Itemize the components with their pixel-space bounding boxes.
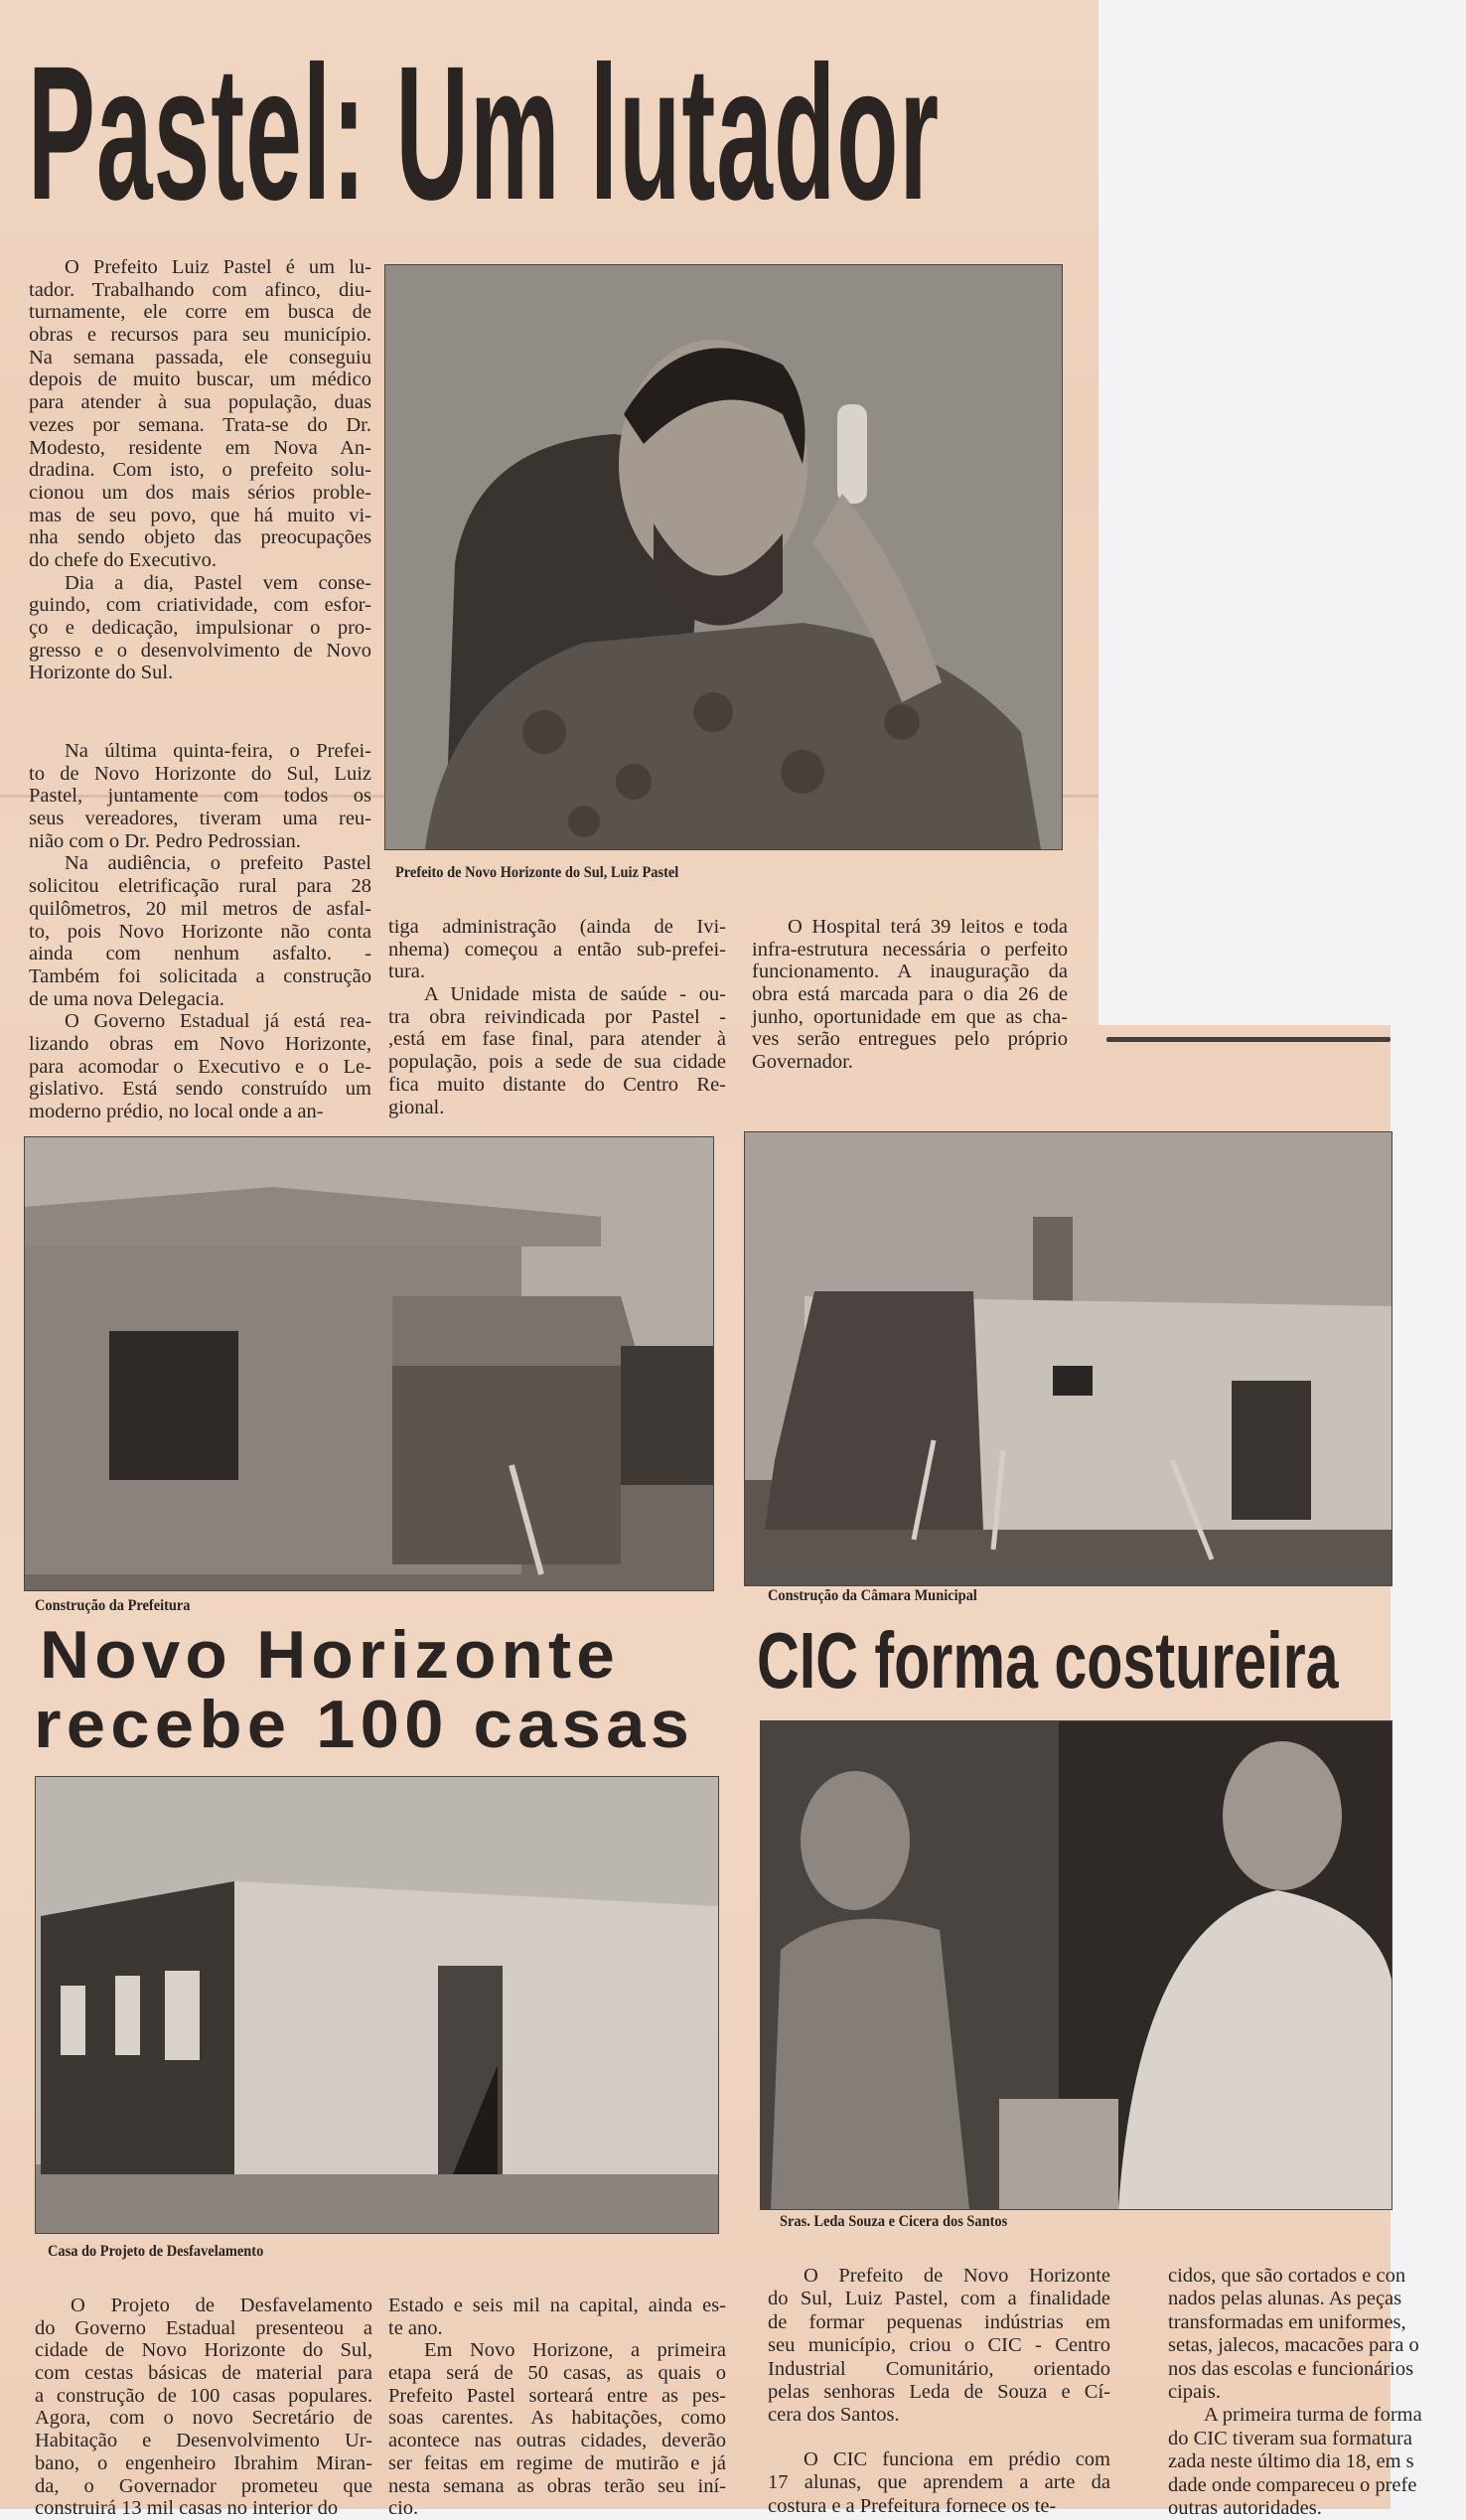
text-line: solicitou eletrificação rural para 28: [29, 875, 371, 898]
text-line: Pastel, juntamente com todos os: [29, 785, 371, 808]
text-line: ainda com nenhum asfalto. -: [29, 943, 371, 965]
text-line: do Sul, Luiz Pastel, com a finalidade: [768, 2288, 1110, 2310]
caption-sras: Sras. Leda Souza e Cicera dos Santos: [780, 2213, 1008, 2230]
text-line: zada neste último dia 18, em s: [1168, 2450, 1414, 2473]
text-line: Horizonte do Sul.: [29, 662, 174, 684]
text-line: Na semana passada, ele conseguiu: [29, 346, 371, 369]
article-column: [29, 740, 371, 1123]
text-line: gresso e o desenvolvimento de Novo: [29, 639, 371, 662]
text-line: to, pois Novo Horizonte não conta: [29, 920, 371, 943]
text-line: transformadas em uniformes,: [1168, 2310, 1406, 2333]
text-line: Estado e seis mil na capital, ainda es-: [388, 2295, 726, 2316]
text-line: Prefeito Pastel sorteará entre as pes-: [388, 2384, 726, 2407]
text-line: Industrial Comunitário, orientado: [768, 2357, 1110, 2380]
text-line: cio.: [388, 2497, 419, 2520]
photo-casa: [35, 1776, 719, 2234]
article-column: [752, 916, 1068, 1074]
text-line: lizando obras em Novo Horizonte,: [29, 1032, 371, 1055]
text-line: ço e dedicação, impulsionar o pro-: [29, 617, 371, 639]
text-line: Na última quinta-feira, o Prefei-: [65, 740, 371, 762]
caption-casa: Casa do Projeto de Desfavelamento: [48, 2243, 264, 2260]
text-line: construirá 13 mil casas no interior do: [35, 2497, 339, 2520]
text-line: moderno prédio, no local onde a an-: [29, 1101, 324, 1122]
text-line: infra-estrutura necessária o perfeito: [752, 938, 1068, 961]
text-line: O Prefeito Luiz Pastel é um lu-: [65, 256, 371, 278]
article-column: [768, 2265, 1110, 2428]
article-column: [29, 256, 371, 684]
photo-prefeitura: [24, 1136, 714, 1591]
text-line: setas, jalecos, macacões para o: [1168, 2334, 1419, 2357]
text-line: Também foi solicitada a construção: [29, 964, 371, 987]
text-line: 17 alunas, que aprendem a arte da: [768, 2471, 1110, 2494]
text-line: a construção de 100 casas populares.: [35, 2384, 372, 2407]
text-line: Governador.: [752, 1051, 853, 1074]
man-on-telephone-icon: [385, 265, 1062, 849]
text-line: cipais.: [1168, 2380, 1221, 2403]
headline-novo-horizonte-line2: recebe 100 casas: [34, 1687, 695, 1762]
text-line: seus vereadores, tiveram uma reu-: [29, 808, 371, 830]
article-column: [388, 2295, 726, 2520]
article-column: [388, 916, 726, 1118]
text-line: tra obra reivindicada por Pastel -: [388, 1005, 726, 1028]
two-women-icon: [761, 1721, 1392, 2209]
text-line: ser feitas em regime de mutirão e já: [388, 2451, 726, 2474]
text-line: vezes por semana. Trata-se do Dr.: [29, 413, 371, 436]
column-rule: [1106, 1037, 1391, 1042]
text-line: O Governo Estadual já está rea-: [65, 1010, 371, 1033]
caption-camara: Construção da Câmara Municipal: [768, 1587, 977, 1604]
text-line: O Hospital terá 39 leitos e toda: [788, 916, 1068, 938]
text-line: nos das escolas e funcionários: [1168, 2357, 1414, 2380]
text-line: guindo, com criatividade, com esfor-: [29, 594, 371, 617]
article-column: [35, 2295, 372, 2520]
text-line: obra está marcada para o dia 26 de: [752, 983, 1068, 1006]
text-line: acontece nas outras cidades, deverão: [388, 2430, 726, 2452]
text-line: para atender à sua população, duas: [29, 391, 371, 414]
text-line: A primeira turma de forma: [1204, 2404, 1422, 2427]
house-icon: [36, 1777, 718, 2233]
photo-sras: [760, 1720, 1393, 2210]
text-line: dradina. Com isto, o prefeito solu-: [29, 459, 371, 482]
headline-novo-horizonte-line1: Novo Horizonte: [40, 1617, 620, 1693]
headline-pastel: Pastel: Um lutador: [28, 26, 941, 239]
text-line: fica muito distante do Centro Re-: [388, 1073, 726, 1096]
text-line: com cestas básicas de material para: [35, 2362, 372, 2385]
text-line: tador. Trabalhando com afinco, diu-: [29, 278, 371, 301]
text-line: gislativo. Está sendo construído um: [29, 1078, 371, 1101]
text-line: Na audiência, o prefeito Pastel: [65, 852, 371, 875]
text-line: tura.: [388, 961, 425, 983]
text-line: de uma nova Delegacia.: [29, 987, 224, 1010]
text-line: depois de muito buscar, um médico: [29, 369, 371, 391]
text-line: ,está em fase final, para atender à: [388, 1028, 726, 1051]
text-line: Agora, com o novo Secretário de: [35, 2407, 372, 2430]
text-line: junho, oportunidade em que as cha-: [752, 1005, 1068, 1028]
text-line: Em Novo Horizone, a primeira: [424, 2339, 726, 2362]
text-line: nesta semana as obras terão seu iní-: [388, 2474, 726, 2497]
text-line: nados pelas alunas. As peças: [1168, 2288, 1402, 2310]
text-line: mas de seu povo, que há muito vi-: [29, 504, 371, 526]
text-line: nião com o Dr. Pedro Pedrossian.: [29, 829, 301, 852]
text-line: Dia a dia, Pastel vem conse-: [65, 571, 371, 594]
text-line: do Governo Estadual presenteou a: [35, 2316, 372, 2339]
caption-prefeitura: Construção da Prefeitura: [35, 1597, 191, 1614]
photo-camara: [744, 1131, 1393, 1586]
text-line: etapa será de 50 casas, as quais o: [388, 2362, 726, 2385]
headline-cic: CIC forma costureira: [757, 1616, 1339, 1705]
text-line: dade onde compareceu o prefe: [1168, 2473, 1417, 2496]
text-line: Habitação e Desenvolvimento Ur-: [35, 2430, 372, 2452]
text-line: tiga administração (ainda de Ivi-: [388, 916, 726, 938]
text-line: O CIC funciona em prédio com: [804, 2448, 1110, 2470]
text-line: para acomodar o Executivo e o Le-: [29, 1055, 371, 1078]
text-line: população, pois a sede de sua cidade: [388, 1051, 726, 1074]
text-line: gional.: [388, 1096, 445, 1118]
text-line: turnamente, ele corre em busca de: [29, 301, 371, 324]
text-line: O Projeto de Desfavelamento: [71, 2295, 372, 2316]
text-line: funcionamento. A inauguração da: [752, 961, 1068, 983]
text-line: nhema) começou a então sub-prefei-: [388, 938, 726, 961]
text-line: to de Novo Horizonte do Sul, Luiz: [29, 762, 371, 785]
text-line: cidos, que são cortados e con: [1168, 2265, 1406, 2287]
text-line: do CIC tiveram sua formatura: [1168, 2427, 1412, 2449]
caption-prefeito: Prefeito de Novo Horizonte do Sul, Luiz Pastel: [395, 864, 679, 881]
text-line: cidade de Novo Horizonte do Sul,: [35, 2339, 372, 2362]
text-line: soas carentes. As habitações, como: [388, 2407, 726, 2430]
text-line: cionou um dos mais sérios proble-: [29, 481, 371, 504]
text-line: ves serão entregues pelo próprio: [752, 1028, 1068, 1051]
text-line: de formar pequenas indústrias em: [768, 2310, 1110, 2333]
text-line: outras autoridades.: [1168, 2496, 1322, 2519]
text-line: cera dos Santos.: [768, 2404, 900, 2427]
text-line: do chefe do Executivo.: [29, 548, 217, 571]
text-line: da, o Governador prometeu que: [35, 2474, 372, 2497]
text-line: pelas senhoras Leda de Souza e Cí-: [768, 2380, 1110, 2403]
text-line: O Prefeito de Novo Horizonte: [804, 2265, 1110, 2287]
text-line: bano, o engenheiro Ibrahim Miran-: [35, 2451, 372, 2474]
text-line: A Unidade mista de saúde - ou-: [424, 983, 726, 1006]
building-construction-icon: [745, 1132, 1392, 1585]
text-line: te ano.: [388, 2316, 443, 2339]
photo-prefeito: [384, 264, 1063, 850]
text-line: seu município, criou o CIC - Centro: [768, 2334, 1110, 2357]
text-line: costura e a Prefeitura fornece os te-: [768, 2494, 1057, 2517]
text-line: obras e recursos para seu município.: [29, 324, 371, 347]
text-line: nha sendo objeto das preocupações: [29, 526, 371, 549]
text-line: quilômetros, 20 mil metros de asfal-: [29, 897, 371, 920]
article-column: [1168, 2265, 1466, 2520]
text-line: Modesto, residente em Nova An-: [29, 436, 371, 459]
article-column: [768, 2448, 1110, 2518]
building-construction-icon: [25, 1137, 713, 1590]
